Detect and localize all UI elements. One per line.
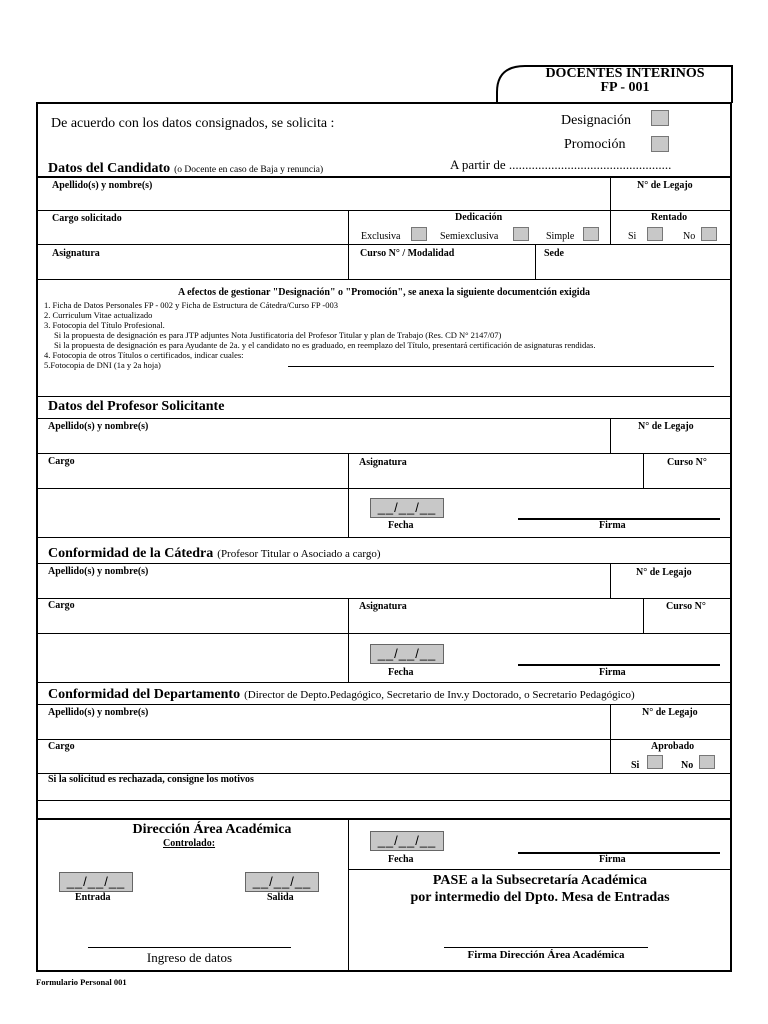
rentado-no-checkbox[interactable]	[701, 227, 717, 241]
departamento-subtitle: (Director de Depto.Pedagógico, Secretario de Inv.y Doctorado, o Secretario Pedagógico)	[244, 689, 635, 701]
aprobado-no-checkbox[interactable]	[699, 755, 715, 769]
rechazo-label: Si la solicitud es rechazada, consigne los motivos	[48, 774, 254, 785]
doc-item: 2. Curriculum Vitae actualizado	[44, 310, 153, 320]
direccion-firma-label: Firma	[599, 854, 626, 865]
profesor-apellido-label: Apellido(s) y nombre(s)	[48, 421, 149, 432]
exclusiva-checkbox[interactable]	[411, 227, 427, 241]
promocion-label: Promoción	[564, 137, 626, 152]
rentado-si-label: Si	[628, 231, 637, 242]
entrada-label: Entrada	[75, 892, 111, 903]
profesor-asignatura-label: Asignatura	[359, 457, 407, 468]
firma-direccion-line[interactable]	[444, 947, 648, 948]
profesor-fecha-label: Fecha	[388, 520, 414, 531]
firma-direccion-label: Firma Dirección Área Académica	[467, 949, 625, 961]
catedra-heading	[48, 544, 381, 562]
departamento-apellido-label: Apellido(s) y nombre(s)	[48, 707, 149, 718]
pase-line-1: PASE a la Subsecretaría Académica	[432, 873, 648, 888]
doc-item: 5.Fotocopia de DNI (1a y 2a hoja)	[44, 360, 161, 370]
aprobado-no-label: No	[681, 760, 694, 771]
profesor-cargo-label: Cargo	[48, 456, 75, 467]
candidato-heading	[48, 159, 323, 177]
doc-item: 3. Fotocopia del Título Profesional.	[44, 320, 165, 330]
aprobado-label: Aprobado	[651, 741, 695, 752]
controlado-label: Controlado:	[163, 838, 216, 849]
doc-item: Si la propuesta de designación es para JTP adjuntes Nota Justificatoria del Profesor Titular y plan de Trabajo (Res. CD N° 2147/07)	[54, 330, 502, 340]
curso-modalidad-label: Curso N° / Modalidad	[360, 248, 455, 259]
documentacion-title: A efectos de gestionar "Designación" o "Promoción", se anexa la siguiente documentción exigida	[177, 287, 591, 298]
doc-item: Si la propuesta de designación es para Ayudante de 2a. y el candidato no es graduado, en reemplazo del Título, presentará certificación de asignaturas rendidas.	[54, 340, 596, 350]
form-code: FP - 001	[600, 80, 650, 95]
doc-item: 4. Fotocopia de otros Títulos o certificados, indicar cuales:	[44, 350, 244, 360]
profesor-legajo-label: N° de Legajo	[638, 421, 694, 432]
promocion-checkbox[interactable]	[651, 136, 669, 152]
catedra-legajo-label: N° de Legajo	[636, 567, 692, 578]
profesor-firma-label: Firma	[599, 520, 626, 531]
direccion-fecha-label: Fecha	[388, 854, 414, 865]
pase-line-2: por intermedio del Dpto. Mesa de Entradas	[410, 890, 670, 905]
candidato-apellido-label: Apellido(s) y nombre(s)	[52, 180, 153, 191]
designacion-label: Designación	[561, 113, 631, 128]
candidato-subtitle: (o Docente en caso de Baja y renuncia)	[174, 165, 324, 175]
entrada-fecha-input[interactable]: __/__/__	[59, 872, 133, 892]
semiexclusiva-checkbox[interactable]	[513, 227, 529, 241]
profesor-fecha-input[interactable]: __/__/__	[370, 498, 444, 518]
catedra-title: Conformidad de la Cátedra	[48, 546, 214, 561]
semiexclusiva-label: Semiexclusiva	[440, 231, 499, 242]
rentado-label: Rentado	[651, 212, 688, 223]
catedra-cargo-label: Cargo	[48, 600, 75, 611]
rentado-si-checkbox[interactable]	[647, 227, 663, 241]
catedra-fecha-label: Fecha	[388, 667, 414, 678]
catedra-subtitle: (Profesor Titular o Asociado a cargo)	[217, 548, 381, 560]
rentado-no-label: No	[683, 231, 696, 242]
profesor-curso-label: Curso N°	[667, 457, 707, 468]
intro-text: De acuerdo con los datos consignados, se solicita :	[51, 116, 335, 131]
dedicacion-label: Dedicación	[455, 212, 503, 223]
aprobado-si-label: Si	[631, 760, 640, 771]
departamento-cargo-label: Cargo	[48, 741, 75, 752]
simple-checkbox[interactable]	[583, 227, 599, 241]
footer-text: Formulario Personal 001	[36, 977, 127, 987]
salida-fecha-input[interactable]: __/__/__	[245, 872, 319, 892]
catedra-firma-line[interactable]	[518, 664, 720, 666]
simple-label: Simple	[546, 231, 575, 242]
catedra-fecha-input[interactable]: __/__/__	[370, 644, 444, 664]
catedra-apellido-label: Apellido(s) y nombre(s)	[48, 566, 149, 577]
asignatura-label: Asignatura	[52, 248, 100, 259]
sede-label: Sede	[544, 248, 564, 259]
candidato-legajo-label: N° de Legajo	[637, 180, 693, 191]
cargo-solicitado-label: Cargo solicitado	[52, 213, 122, 224]
catedra-firma-label: Firma	[599, 667, 626, 678]
profesor-title: Datos del Profesor Solicitante	[48, 399, 225, 414]
departamento-legajo-label: N° de Legajo	[642, 707, 698, 718]
direccion-title: Dirección Área Académica	[132, 822, 292, 837]
a-partir-field[interactable]: A partir de ..................................................	[450, 157, 672, 172]
departamento-heading	[48, 685, 635, 703]
exclusiva-label: Exclusiva	[361, 231, 401, 242]
catedra-asignatura-label: Asignatura	[359, 601, 407, 612]
catedra-curso-label: Curso N°	[666, 601, 706, 612]
documentacion-list	[44, 300, 724, 370]
salida-label: Salida	[267, 892, 294, 903]
designacion-checkbox[interactable]	[651, 110, 669, 126]
candidato-title: Datos del Candidato	[48, 161, 171, 176]
departamento-title: Conformidad del Departamento	[48, 687, 241, 702]
direccion-fecha-input[interactable]: __/__/__	[370, 831, 444, 851]
ingreso-datos-line[interactable]	[88, 947, 291, 948]
aprobado-si-checkbox[interactable]	[647, 755, 663, 769]
doc-item: 1. Ficha de Datos Personales FP - 002 y Ficha de Estructura de Cátedra/Curso FP -003	[44, 300, 338, 310]
form-title: DOCENTES INTERINOS	[545, 66, 705, 81]
ingreso-datos-label: Ingreso de datos	[146, 950, 233, 965]
